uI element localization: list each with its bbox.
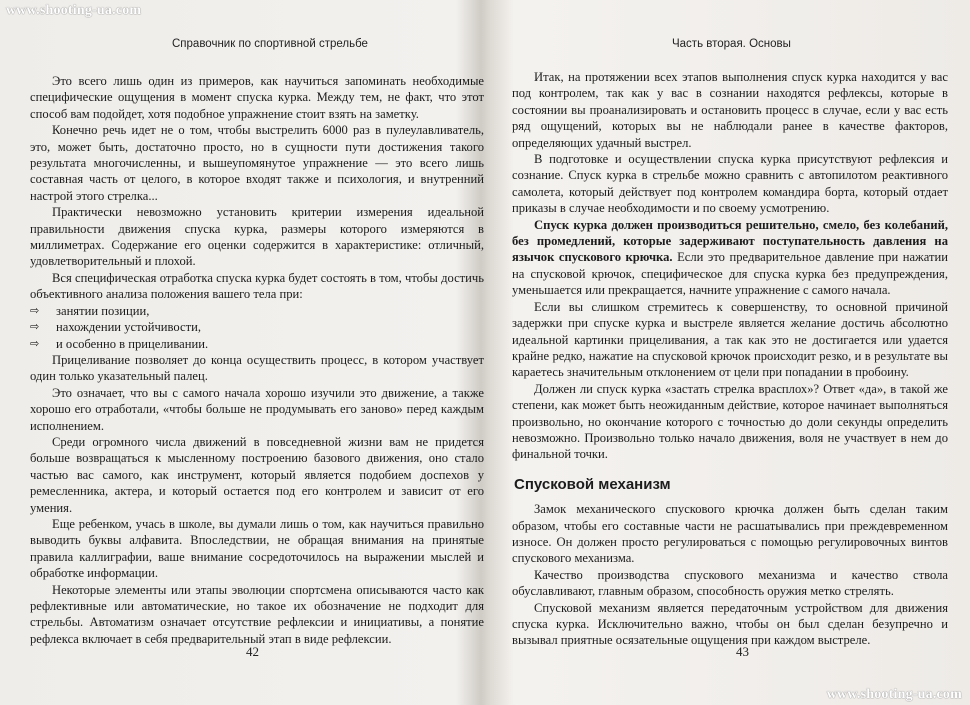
left-running-head: Справочник по спортивной стрельбе: [172, 38, 368, 50]
watermark-top[interactable]: www.shooting-ua.com: [6, 3, 142, 18]
paragraph: Если вы слишком стремитесь к совершенству, то основной причиной задержки при спуске курка и выстреле является желание достичь абсолютно идеальной картинки прицеливания, а так как это не достигается или удается крайне редко, нажатие на спусковой крючок происходит резко, и в результате вы караетесь значительным отклонением от цели при попадании в пробоину.: [512, 299, 948, 380]
bold-text: Спуск курка должен производиться решительно, смело, без колебаний, без промедлений, которые задерживают поступательность давления на язычок спускового крючка.: [512, 217, 948, 265]
paragraph: Это означает, что вы с самого начала хорошо изучили это движение, а также хорошо его отработали, «чтобы больше не продумывать его заново» перед каждым исполнением.: [30, 385, 484, 433]
left-page-number: 42: [246, 644, 259, 659]
list-item-text: и особенно в прицеливании.: [56, 336, 209, 351]
section-heading: Спусковой механизм: [514, 475, 671, 493]
watermark-bottom[interactable]: www.shooting-ua.com: [826, 687, 962, 702]
paragraph: Прицеливание позволяет до конца осуществить процесс, в котором участвует один только указательный палец.: [30, 352, 484, 384]
list-item: [30, 319, 484, 335]
left-text-column: [30, 73, 484, 647]
paragraph: Конечно речь идет не о том, чтобы выстрелить 6000 раз в пулеулавливатель, это, может быть, достаточно просто, но в сущности пути достижения такого результата многочисленны, и вышеупомянутое упражнение — это всего лишь составная часть от целого, в которое входят также и психология, и внутренний настрой этого стрелка...: [30, 123, 484, 203]
list-item-text: занятии позиции,: [56, 303, 150, 318]
list-item: [30, 303, 484, 319]
paragraph: Еще ребенком, учась в школе, вы думали лишь о том, как научиться правильно выводить буквы алфавита. Впоследствии, не обращая внимания на принятые правила каллиграфии, ваше внимание сосредоточилось на выражении мыслей и обработке информации.: [30, 516, 484, 581]
right-text-column: [512, 69, 948, 649]
arrow-bullet-icon: ⇨: [30, 320, 40, 334]
paragraph: Итак, на протяжении всех этапов выполнения спуск курка находится у вас под контролем, так как у вас в сознании находятся рефлексы, которые в состоянии вы проанализировать и остановить процесс в случае, если у вас есть ряд ощущений, которых вы не наблюдали ранее в качестве факторов, определяющих удачный выстрел.: [512, 70, 948, 150]
arrow-bullet-icon: ⇨: [30, 336, 40, 350]
paragraph: Это всего лишь один из примеров, как научиться запоминать необходимые специфические ощущения в момент спуска курка. Между тем, не факт, что этот способ вам подойдет, хотя подобное упражнение стоит взять на заметку.: [30, 74, 484, 121]
paragraph: Вся специфическая отработка спуска курка будет состоять в том, чтобы достичь объективного анализа положения вашего тела при:: [30, 270, 484, 302]
paragraph: Спусковой механизм является передаточным устройством для движения спуска курка. Исключительно важно, чтобы он был сделан безупречно и вызывал приятные осязательные ощущения при каждом выстреле.: [512, 600, 948, 648]
paragraph: Практически невозможно установить критерии измерения идеальной правильности движения спуска курка, размеры которого измеряются в миллиметрах. Содержание его оценки содержится в характеристике: отличный, удовлетворительный и плохой.: [30, 205, 484, 269]
paragraph: В подготовке и осуществлении спуска курка присутствуют рефлексия и сознание. Спуск курка в стрельбе можно сравнить с автопилотом реактивного самолета, который действует под контролем командира борта, который отдает приказы в случае необходимости и по своему усмотрению.: [512, 152, 948, 216]
list-item-text: нахождении устойчивости,: [56, 320, 201, 335]
paragraph: Некоторые элементы или этапы эволюции спортсмена описываются часто как рефлективные или автоматические, но такое их обозначение не подходит для стрельбы. Автоматизм означает отсутствие рефлексии и инициативы, а понятие рефлекса включает в себя предварительный этап в виде рефлексии.: [30, 582, 484, 646]
paragraph-text: Если это предварительное давление при нажатии на спусковой крючок, специфическое для спуска курка без предупреждения, уменьшается или прекращается, начните упражнение с самого начала.: [512, 250, 948, 298]
right-page-number: 43: [736, 644, 749, 659]
paragraph: Замок механического спускового крючка должен быть сделан таким образом, чтобы его составные части не расшатывались при преждевременном износе. Он должен просто регулироваться с помощью регулировочных винтов спускового механизма.: [512, 502, 948, 566]
paragraph-emphasis: [512, 217, 948, 299]
paragraph: Должен ли спуск курка «застать стрелка врасплох»? Ответ «да», в такой же степени, как может быть неожиданным действие, которое начинает выполняться произвольно, но окончание которого с точностью до доли секунды определить невозможно. Произвольно только начало движения, воля не участвует в нем до финальной точки.: [512, 381, 948, 462]
right-running-head: Часть вторая. Основы: [672, 38, 791, 50]
arrow-bullet-icon: ⇨: [30, 303, 40, 317]
list-item: [30, 336, 484, 352]
right-page: [486, 0, 970, 705]
paragraph: Среди огромного числа движений в повседневной жизни вам не придется больше возвращаться к мысленному построению базового движения, оно стало частью вас самого, как инструмент, который является подобием доспехов у ремесленника, актера, и который остается под его контролем и зависит от его умения.: [30, 434, 484, 515]
paragraph: Качество производства спускового механизма и качество ствола обуславливают, главным образом, способность оружия метко стрелять.: [512, 567, 948, 599]
